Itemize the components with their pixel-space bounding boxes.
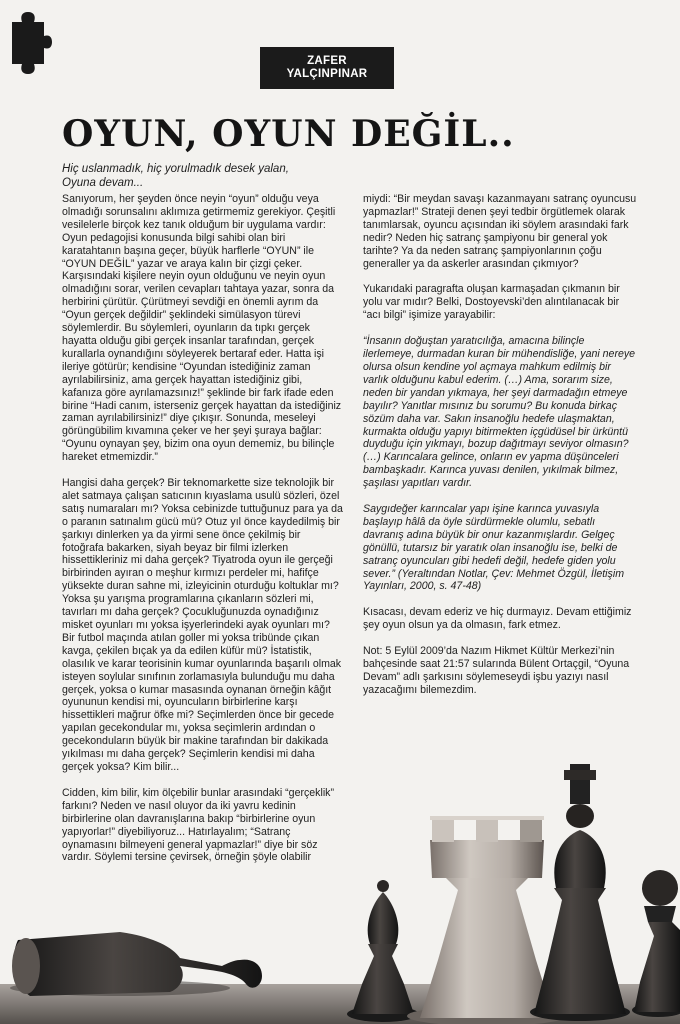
paragraph: Sanıyorum, her şeyden önce neyin “oyun” olduğu veya olmadığı sorunsalını aklımıza getirmemiz gerekiyor. Çeşitli vesilelerle birçok kez tanık olduğum bir uygulama vardır: Oyun pedagojisi konusunda bilgi sahibi olan biri karatahtanın başına geçer, büyük harflerle “OYUN” ile “OYUN DEĞİL” yazar ve araya kalın bir çizgi çeker. Karşısındaki kişilere neyin oyun olduğunu ve neyin oyun olmadığını sorar, verilen cevapları tahtaya yazar, sonra da herbirini çürütür. Çürütmeyi sevdiği en önemli ayrım da “Oyun gerçek değildir” şeklindeki simülasyon türevi söylemlerdir. Bu söylemleri, oyunların da tıpkı gerçek hayatta olduğu gibi gerçek insanlar tarafından, gerçek kurallarla oynandığını söyleyerek bertaraf eder. Hatta işi ileriye götürür; kendisine “Oyundan istediğiniz zaman ayrılabilirsiniz, ama gerçek hayattan istediğiniz gibi, kafanıza göre ayrılamazsınız!” şeklinde bir fark ifade eden birine “Hadi canım, isterseniz gerçek hayattan da istediğiniz zaman ayrılabilirsiniz!” diye çıkışır. Sonunda, meseleyi görüngübilim kıvamına çeker ve her şeyi şuraya bağlar: “Oyunu oynayan şey, bizim ona oyun dememiz, bu bilinçle hareket etmemizdir.”	[62, 193, 342, 464]
quote-paragraph: “İnsanın doğuştan yaratıcılığa, amacına bilinçle ilerlemeye, durmadan kuran bir mühendisliğe, yani nereye olursa olsun kendine yol açmaya mahkum edilmiş bir varlık olduğunu kabul ederim. (…) Ama, sorarım size, neden bir yandan yıkmaya, her şeyi darmadağın etmeye bayılır? Yanıtlar mısınız bu sorumu? Bu konuda birkaç sözüm daha var. Sakın insanoğlu hedefe ulaşmaktan, kurmakta olduğu yapıyı bitirmekten içgüdüsel bir ürküntü duyduğu için yıkmayı, bozup dağıtmayı seviyor olmasın? (…) Karıncalara gelince, onların ev yapma düşünceleri bambaşkadır. Karınca yuvası denilen, yıkılmak bilmez, şaşılası yapıtları vardır.	[363, 335, 636, 490]
paragraph: miydi: “Bir meydan savaşı kazanmayanı satranç oyuncusu yapmazlar!” Strateji denen şeyi tedbir örgütlemek olarak tanımlarsak, oyuncu açısından iki söylem arasındaki fark nedir? Neden hiç satranç şampiyonu bir general yok tarihte? Ya da neden satranç şampiyonlarının çoğu generaller ya da askerler arasından çıkmıyor?	[363, 193, 637, 270]
paragraph: Yukarıdaki paragrafta oluşan karmaşadan çıkmanın bir yolu var mıdır? Belki, Dostoyevski’den alıntılanacak bir “acı bilgi” işimize yarayabilir:	[363, 283, 620, 322]
chess-pieces-illustration	[0, 760, 680, 1024]
bishop-icon	[347, 880, 419, 1022]
king-icon	[530, 764, 630, 1021]
lead-text	[62, 162, 332, 190]
puzzle-piece-icon	[8, 10, 52, 76]
author-last-name: YALÇINPINAR	[286, 68, 368, 80]
pawn-icon	[632, 870, 680, 1017]
fallen-pawn-icon	[10, 932, 262, 996]
quote-paragraph: Saygıdeğer karıncalar yapı işine karınca yuvasıyla başlayıp hâlâ da öyle sürdürmekle olumlu, sebatlı davranış adına büyük bir onur kazanmışlardır. Gelgeç gönüllü, tutarsız bir yaratık olan insanoğlu ise, belki de satranç oyuncuları gibi hedefi değil, hedefe giden yolu sever.” (Yeraltından Notlar, Çev: Mehmet Özgül, İletişim Yayınları, 2000, s. 47-48)	[363, 503, 625, 593]
author-box	[260, 47, 394, 89]
paragraph: Hangisi daha gerçek? Bir teknomarkette size teknolojik bir alet satmaya çalışan satıcının kıyaslama usulü sözleri, özel satış numaraları mı? Yoksa cebinizde tuttuğunuz para ya da o paranın satınalım gücü mü? Otuz yıl önce kaydedilmiş bir şarkıyı dinlerken ya da yirmi sene önce çekilmiş bir fotoğrafa bakarken, siyah beyaz bir filmi izlerken hissettikleriniz mi daha gerçek? Tiyatroda oyun ile gerçeği birbirinden ayıran o meşhur kırmızı perdeler mi, hafifçe yüksekte duran sahne mi, izleyicinin oturduğu koltuklar mı? Yoksa şu yarışma programlarına çıkanların sözleri mi, tavırları mı daha gerçek? Çocukluğunuzda oynadığınız misket oyunları mı yoksa işyerlerindeki ayak oyunları mı? Bir futbol maçında atılan goller mi yoksa tribünde çıkan kavga, çekilen bıçak ya da edilen küfür mü? İstatistik, olasılık ve karar teorisinin kumar oyunlarında başarılı olmak isteyen soylular sınıfının zorlamasıyla bulunduğu mu daha gerçek, yoksa o kumar masasında oynanan örneğin kâğıt oyununun kendisi mi, oyuncuların birbirlerine karşı hissettikleri mağrur öfke mi? Seçimlerden önce bir gecede yapılan gecekondular mı, yoksa seçimlerin ardından o gecekonduların büyük bir makine tarafından bir dakikada yıkılması mı daha gerçek? Seçimlerin kendisi mi daha gerçek yoksa? Kim bilir...	[62, 477, 343, 773]
lead-line-2: Oyuna devam...	[62, 177, 144, 189]
paragraph: Kısacası, devam ederiz ve hiç durmayız. Devam ettiğimiz şey oyun olsun ya da olmasın, fark etmez.	[363, 606, 632, 632]
column-right	[363, 193, 638, 697]
footnote: Not: 5 Eylül 2009’da Nazım Hikmet Kültür Merkezi’nin bahçesinde saat 21:57 sularında Bülent Ortaçgil, “Oyuna Devam” adlı şarkısını söylemeseydi işbu yazıyı nasıl yazacağımı bilemezdim.	[363, 645, 630, 696]
paragraph: Cidden, kim bilir, kim ölçebilir bunlar arasındaki “gerçeklik” farkını? Neden ve nasıl oluyor da iki yavru kedinin birbirlerine olan davranışlarına bakıp “birbirlerine oyun yapıyorlar!” diyebiliyoruz... Hatırlayalım; “Satranç oynamasını bilmeyeni general yapmazlar!” diye bir söz vardır. Söylemi tersine çevirsek, örneğin şöyle olabilir	[62, 786, 335, 864]
author-first-name: ZAFER	[307, 55, 347, 67]
article-title: OYUN, OYUN DEĞİL..	[62, 113, 515, 155]
lead-line-1: Hiç uslanmadık, hiç yorulmadık desek yalan,	[62, 163, 289, 175]
